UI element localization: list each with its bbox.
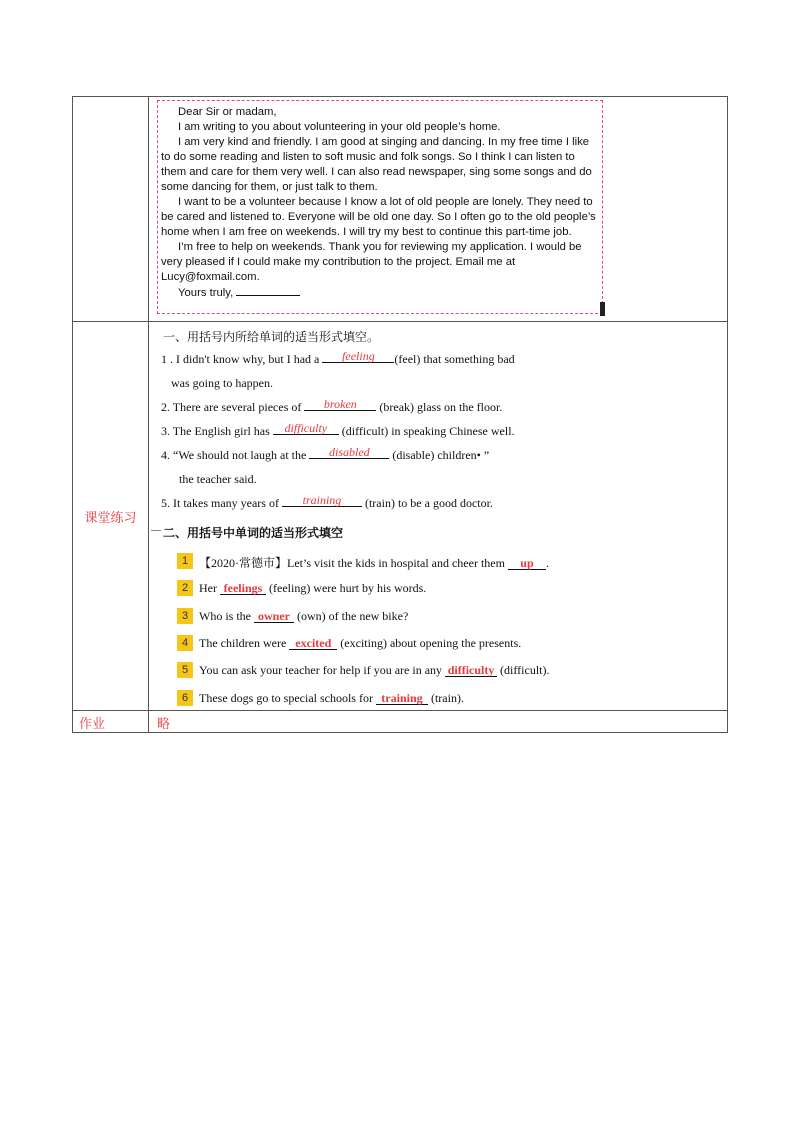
question-3 bbox=[161, 421, 515, 439]
s2-question-1 bbox=[199, 554, 549, 571]
letter-paragraph-3: I want to be a volunteer because I know a lot of old people are lonely. They need to be cared and listened to. Everyone will be old one day. So I often go to the old people’s home when I am free on weekends. I will try my best to continue this part-time job. bbox=[161, 196, 596, 238]
s2-question-1-end: . bbox=[545, 556, 549, 570]
question-4-text: 4. “We should not laugh at the bbox=[161, 448, 310, 462]
exercise-label-cell bbox=[73, 322, 149, 711]
question-1-cont: was going to happen. bbox=[171, 376, 273, 390]
question-1 bbox=[161, 349, 515, 367]
s2-question-6 bbox=[199, 691, 464, 706]
homework-label: 作业 bbox=[79, 717, 106, 732]
question-5-text: 5. It takes many years of bbox=[161, 496, 282, 510]
question-4-text-b: (disable) children• ” bbox=[389, 448, 490, 462]
exercise-area bbox=[149, 322, 727, 710]
section2-title: 二、用括号中单词的适当形式填空 bbox=[163, 526, 344, 540]
question-4 bbox=[161, 445, 490, 463]
homework-content: 略 bbox=[157, 717, 171, 732]
exercise-cell bbox=[149, 322, 728, 711]
s2-question-5-text: You can ask your teacher for help if you are in any bbox=[199, 663, 446, 677]
s2-answer-4: excited bbox=[289, 637, 337, 650]
letter-closing: Yours truly, bbox=[178, 287, 234, 299]
question-1-text: 1 . I didn't know why, but I had a bbox=[161, 352, 323, 366]
question-2 bbox=[161, 397, 503, 415]
s2-question-5 bbox=[199, 663, 549, 678]
s2-question-4-end: (exciting) about opening the presents. bbox=[337, 636, 522, 650]
s2-question-2-end: (feeling) were hurt by his words. bbox=[266, 581, 427, 595]
sample-letter bbox=[157, 100, 603, 314]
margin-dash bbox=[151, 530, 161, 531]
question-1-text-b: (feel) that something bad bbox=[394, 352, 515, 366]
answer-1: feeling bbox=[322, 351, 394, 363]
number-badge: 2 bbox=[177, 580, 193, 596]
letter-closing-line bbox=[161, 285, 600, 301]
s2-question-1-text: 【2020·常德市】Let’s visit the kids in hospital and cheer them bbox=[199, 556, 508, 570]
letter-paragraph-4: I’m free to help on weekends. Thank you for reviewing my application. I would be very pleased if I could make my contribution to the project. Email me at Lucy@foxmail.com. bbox=[161, 241, 582, 283]
s2-answer-6: training bbox=[376, 692, 428, 705]
section1-title: 一、用括号内所给单词的适当形式填空。 bbox=[163, 330, 380, 344]
s2-answer-5: difficulty bbox=[445, 664, 497, 677]
s2-question-3 bbox=[199, 609, 408, 624]
number-badge: 5 bbox=[177, 662, 193, 678]
s2-question-6-end: (train). bbox=[427, 691, 464, 705]
resize-handle-mark bbox=[600, 302, 605, 316]
homework-content-cell bbox=[149, 711, 728, 733]
s2-question-2-text: Her bbox=[199, 581, 220, 595]
homework-label-cell bbox=[73, 711, 149, 733]
exercise-row bbox=[73, 322, 728, 711]
letter-greeting: Dear Sir or madam, bbox=[178, 106, 277, 118]
number-badge: 3 bbox=[177, 608, 193, 624]
question-2-text: 2. There are several pieces of bbox=[161, 400, 305, 414]
question-3-text: 3. The English girl has bbox=[161, 424, 273, 438]
letter-paragraph-1: I am writing to you about volunteering in your old people’s home. bbox=[178, 121, 501, 133]
answer-2: broken bbox=[304, 399, 376, 411]
answer-3: difficulty bbox=[273, 423, 339, 435]
s2-question-3-end: (own) of the new bike? bbox=[294, 609, 409, 623]
answer-5: training bbox=[282, 495, 362, 507]
s2-question-4 bbox=[199, 636, 521, 651]
number-badge: 6 bbox=[177, 690, 193, 706]
question-4-cont: the teacher said. bbox=[179, 472, 257, 486]
s2-answer-1: up bbox=[508, 557, 546, 570]
s2-answer-3: owner bbox=[254, 610, 294, 623]
homework-row bbox=[73, 711, 728, 733]
question-5-text-b: (train) to be a good doctor. bbox=[361, 496, 493, 510]
question-3-text-b: (difficult) in speaking Chinese well. bbox=[338, 424, 515, 438]
letter-row-label-cell bbox=[73, 97, 149, 322]
s2-question-2 bbox=[199, 581, 426, 596]
number-badge: 4 bbox=[177, 635, 193, 651]
letter-paragraph-2: I am very kind and friendly. I am good at singing and dancing. In my free time I like to do some reading and listen to soft music and folk songs. So I think I can listen to them and care for them very well. I can also read newspaper, sing some songs and do some dancing for them, or just talk to them. bbox=[161, 136, 592, 193]
s2-question-6-text: These dogs go to special schools for bbox=[199, 691, 376, 705]
exercise-label: 课堂练习 bbox=[84, 510, 137, 526]
signature-blank bbox=[236, 285, 300, 296]
question-2-text-b: (break) glass on the floor. bbox=[376, 400, 503, 414]
lesson-table bbox=[72, 96, 728, 733]
s2-question-5-end: (difficult). bbox=[497, 663, 550, 677]
letter-cell bbox=[149, 97, 728, 322]
letter-row bbox=[73, 97, 728, 322]
s2-question-3-text: Who is the bbox=[199, 609, 254, 623]
answer-4: disabled bbox=[309, 447, 389, 459]
s2-question-4-text: The children were bbox=[199, 636, 290, 650]
number-badge: 1 bbox=[177, 553, 193, 569]
question-5 bbox=[161, 493, 493, 511]
s2-answer-2: feelings bbox=[220, 582, 266, 595]
